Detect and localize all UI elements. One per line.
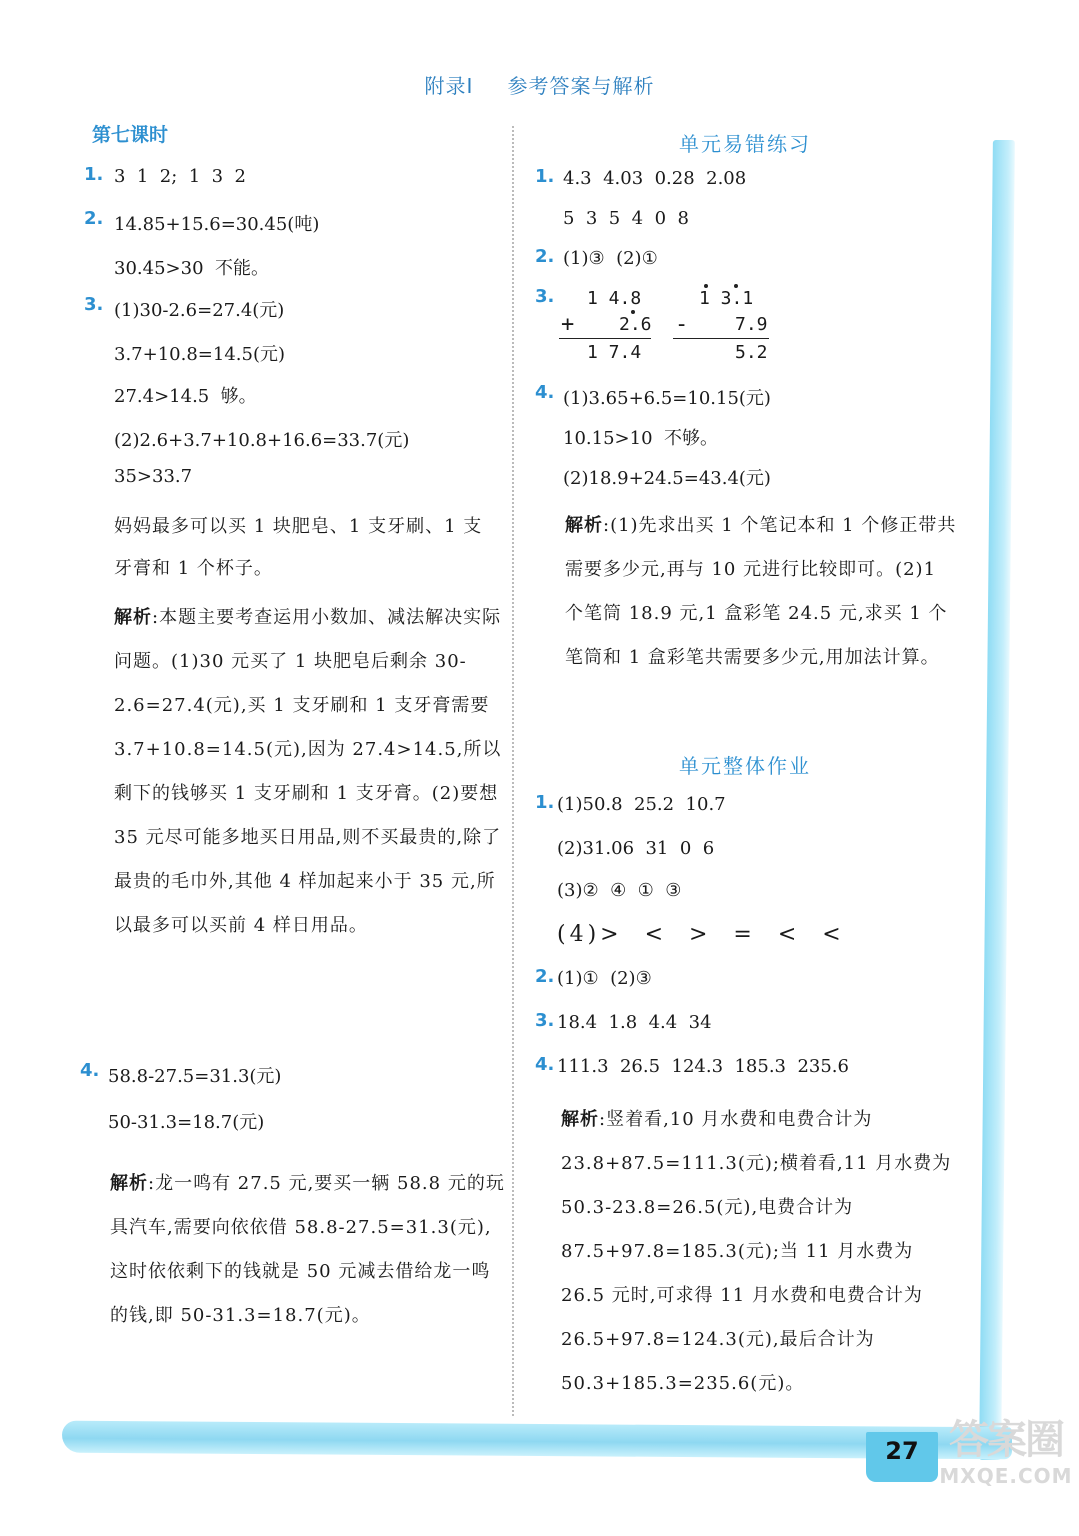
right-s2-item-1-line-4: (4)> < > = < < (557, 922, 845, 947)
right-s2-item-1-line-3: (3)② ④ ① ③ (557, 880, 682, 901)
appendix-label: 附录Ⅰ (424, 74, 474, 98)
add-top-number: 1 4.8 (587, 288, 642, 309)
left-item-1-number: 1. (84, 164, 104, 185)
right-s2-item-3-number: 3. (535, 1010, 555, 1031)
sub-result: 5.2 (735, 342, 768, 363)
section-title-unit-homework: 单元整体作业 (679, 754, 811, 778)
left-item-3-line-7: 牙膏和 1 个杯子。 (114, 558, 273, 579)
right-s2-item-2-line-1: (1)① (2)③ (557, 968, 652, 989)
add-result: 1 7.4 (587, 342, 642, 363)
left-item-4-line-2: 50-31.3=18.7(元) (108, 1112, 265, 1133)
column-divider (512, 126, 514, 1416)
left-item-3-line-3: 27.4>14.5 够。 (114, 386, 257, 407)
right-analysis-2 (561, 1098, 956, 1406)
sub-top-number: 1 3.1 (699, 288, 754, 309)
right-item-2-line-1: (1)③ (2)① (563, 248, 658, 269)
right-s2-item-1-line-2: (2)31.06 31 0 6 (557, 838, 715, 859)
right-item-1-line-1: 4.3 4.03 0.28 2.08 (563, 168, 747, 189)
right-s2-item-3-line-1: 18.4 1.8 4.4 34 (557, 1012, 712, 1033)
analysis-label: 解析 (561, 1109, 599, 1130)
borrow-dot-2 (734, 284, 738, 288)
page-header (0, 70, 1079, 99)
right-item-3-number: 3. (535, 286, 555, 307)
analysis-text: :本题主要考查运用小数加、减法解决实际问题。(1)30 元买了 1 块肥皂后剩余 30-2.6=27.4(元),买 1 支牙刷和 1 支牙膏需要 3.7+10.8=14.5(元),因为 27.4>14.5,所以剩下的钱够买 1 支牙刷和 1 支牙膏。(2)要想 35 元尽可能多地买日用品,则不买最贵的,除了最贵的毛巾外,其他 4 样加起来小于 35 元,所以最多可以买前 4 样日用品。 (114, 607, 502, 936)
left-item-3-line-4: (2)2.6+3.7+10.8+16.6=33.7(元) (114, 430, 410, 451)
analysis-text: :竖着看,10 月水费和电费合计为 23.8+87.5=111.3(元);横着看,11 月水费为 50.3-23.8=26.5(元),电费合计为 87.5+97.8=185.3(元);当 11 月水费为 26.5 元时,可求得 11 月水费和电费合计为 26.5+97.8=124.3(元),最后合计为 50.3+185.3=235.6(元)。 (561, 1109, 952, 1394)
watermark-line-2: MXQE.COM (939, 1464, 1073, 1488)
left-item-3-line-6: 妈妈最多可以买 1 块肥皂、1 支牙刷、1 支 (114, 516, 483, 537)
add-operator: + (561, 312, 575, 337)
watermark-line-1: 答案圈 (949, 1417, 1063, 1463)
left-item-3-number: 3. (84, 294, 104, 315)
header-title: 参考答案与解析 (507, 74, 655, 98)
section-title-error-practice: 单元易错练习 (679, 132, 811, 156)
right-item-4-line-2: 10.15>10 不够。 (563, 428, 718, 449)
left-item-3-line-5: 35>33.7 (114, 466, 193, 487)
analysis-text: :龙一鸣有 27.5 元,要买一辆 58.8 元的玩具汽车,需要向依依借 58.8-27.5=31.3(元),这时依依剩下的钱就是 50 元减去借给龙一鸣的钱,即 50-31.3=18.7(元)。 (110, 1173, 505, 1326)
carry-dot (631, 310, 635, 314)
right-item-2-number: 2. (535, 246, 555, 267)
left-item-2-line-1: 14.85+15.6=30.45(吨) (114, 214, 320, 235)
analysis-label: 解析 (114, 607, 152, 628)
borrow-dot-1 (704, 284, 708, 288)
page-number: 27 (885, 1437, 919, 1465)
right-s2-item-1-line-1: (1)50.8 25.2 10.7 (557, 794, 726, 815)
right-item-4-line-3: (2)18.9+24.5=43.4(元) (563, 468, 771, 489)
right-item-4-number: 4. (535, 382, 555, 403)
right-s2-item-2-number: 2. (535, 966, 555, 987)
right-analysis-1 (565, 504, 960, 680)
right-item-1-line-2: 5 3 5 4 0 8 (563, 208, 689, 229)
section-title-lesson-7: 第七课时 (92, 124, 169, 146)
left-item-1-line-1: 3 1 2; 1 3 2 (114, 166, 246, 187)
left-item-3-line-1: (1)30-2.6=27.4(元) (114, 300, 285, 321)
left-analysis-1 (114, 596, 509, 948)
analysis-label: 解析 (565, 515, 603, 536)
watermark-logo (936, 1417, 1076, 1488)
decorative-side-strip (979, 140, 1015, 1460)
left-item-2-number: 2. (84, 208, 104, 229)
analysis-text: :(1)先求出买 1 个笔记本和 1 个修正带共需要多少元,再与 10 元进行比较即可。(2)1 个笔筒 18.9 元,1 盒彩笔 24.5 元,求买 1 个笔筒和 1 盒彩笔共需要多少元,用加法计算。 (565, 515, 957, 668)
add-result-line (559, 338, 651, 339)
left-item-4-line-1: 58.8-27.5=31.3(元) (108, 1066, 282, 1087)
sub-second-number: 7.9 (735, 314, 768, 335)
sub-result-line (673, 338, 769, 339)
right-s2-item-4-number: 4. (535, 1054, 555, 1075)
left-analysis-2 (110, 1162, 505, 1338)
left-item-4-number: 4. (80, 1060, 100, 1081)
right-item-4-line-1: (1)3.65+6.5=10.15(元) (563, 388, 771, 409)
analysis-label: 解析 (110, 1173, 148, 1194)
right-s2-item-4-line-1: 111.3 26.5 124.3 185.3 235.6 (557, 1056, 849, 1077)
left-item-2-line-2: 30.45>30 不能。 (114, 258, 269, 279)
left-item-3-line-2: 3.7+10.8=14.5(元) (114, 344, 285, 365)
right-item-1-number: 1. (535, 166, 555, 187)
right-s2-item-1-number: 1. (535, 792, 555, 813)
sub-operator: - (675, 312, 689, 337)
add-second-number: 2.6 (619, 314, 652, 335)
